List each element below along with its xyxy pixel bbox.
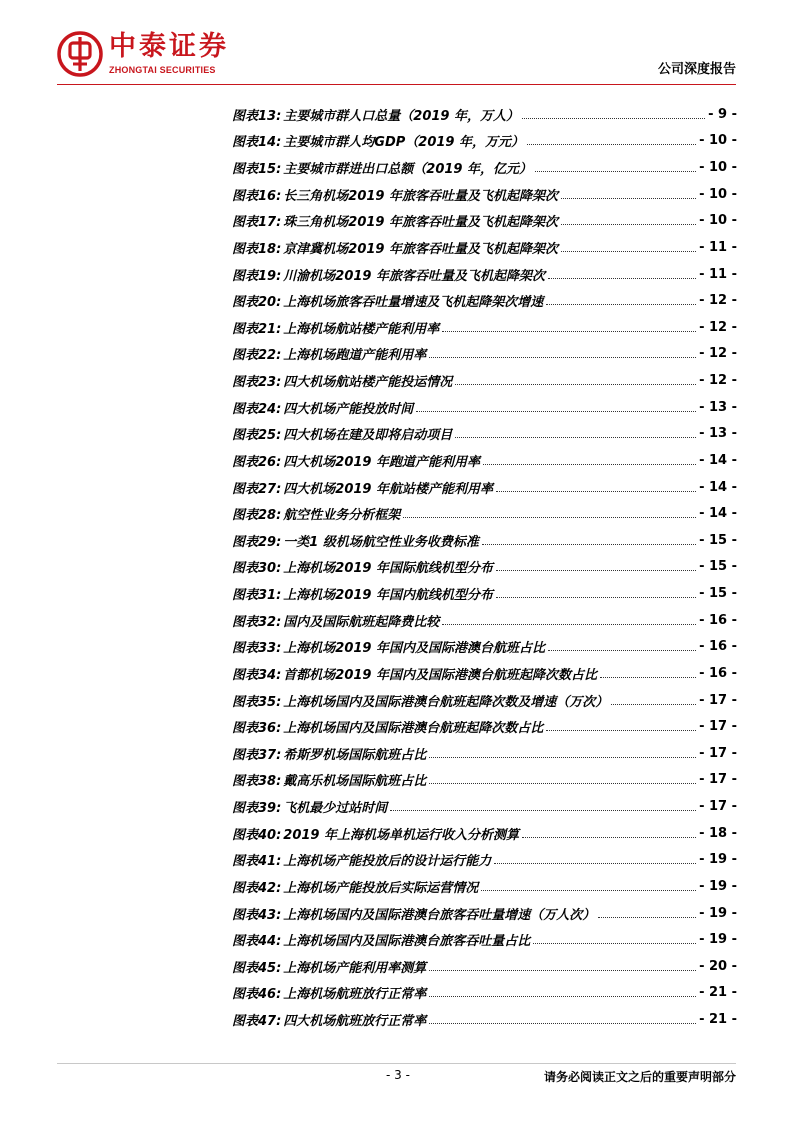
toc-entry-label: 图表14: [232,135,282,151]
toc-entry-page-number: - 15 - [699,586,737,602]
toc-entry-page-number: - 17 - [699,772,737,788]
toc-entry-title: 上海机场产能投放后实际运营情况 [283,880,479,896]
toc-dot-leader [416,411,696,412]
toc-entry-page-number: - 19 - [699,878,737,894]
toc-entry-title: 上海机场国内及国际港澳台旅客吞吐量占比 [283,934,531,950]
toc-entry-title: 上海机场国内及国际港澳台航班起降次数及增速（万次） [283,694,609,710]
toc-entry-title: 飞机最少过站时间 [283,801,388,817]
toc-entry[interactable] [232,607,737,634]
toc-entry-page-number: - 10 - [699,160,737,176]
toc-entry-page-number: - 19 - [699,905,737,921]
toc-entry-label: 图表16: [232,188,282,204]
toc-dot-leader [522,118,705,119]
zhongtai-logo-icon [57,31,103,77]
toc-entry-page-number: - 13 - [699,426,737,442]
toc-entry-page-number: - 16 - [699,665,737,681]
toc-entry-label: 图表33: [232,641,282,657]
toc-entry-label: 图表36: [232,721,282,737]
toc-entry-title: 上海机场国内及国际港澳台航班起降次数占比 [283,721,544,737]
toc-dot-leader [455,437,696,438]
toc-entry[interactable] [232,900,737,927]
toc-entry-label: 图表45: [232,960,282,976]
toc-entry-title: 希斯罗机场国际航班占比 [283,747,427,763]
toc-dot-leader [442,331,696,332]
toc-entry[interactable] [232,1006,737,1033]
toc-entry-label: 图表25: [232,428,282,444]
toc-entry-page-number: - 17 - [699,692,737,708]
toc-entry-label: 图表29: [232,534,282,550]
toc-dot-leader [546,304,696,305]
toc-entry[interactable] [232,367,737,394]
toc-entry-label: 图表15: [232,162,282,178]
toc-entry[interactable] [232,660,737,687]
toc-dot-leader [496,570,696,571]
toc-entry-title: 国内及国际航班起降费比较 [283,614,440,630]
toc-entry-page-number: - 20 - [699,958,737,974]
toc-dot-leader [527,144,696,145]
toc-entry-label: 图表26: [232,454,282,470]
toc-entry[interactable] [232,287,737,314]
toc-entry-label: 图表42: [232,880,282,896]
toc-dot-leader [483,464,696,465]
toc-entry-title: 上海机场跑道产能利用率 [283,348,427,364]
toc-entry-label: 图表46: [232,987,282,1003]
toc-entry[interactable] [232,820,737,847]
footer-divider [57,1063,736,1064]
toc-entry-title: 航空性业务分析框架 [283,508,401,524]
toc-entry-page-number: - 17 - [699,799,737,815]
toc-dot-leader [494,863,696,864]
toc-entry-page-number: - 11 - [699,266,737,282]
toc-entry-title: 四大机场产能投放时间 [283,401,414,417]
toc-entry-page-number: - 19 - [699,852,737,868]
toc-entry[interactable] [232,554,737,581]
toc-entry-page-number: - 10 - [699,186,737,202]
toc-dot-leader [546,730,696,731]
toc-entry-label: 图表20: [232,295,282,311]
toc-entry-label: 图表13: [232,108,282,124]
toc-entry-page-number: - 16 - [699,612,737,628]
toc-entry-label: 图表41: [232,854,282,870]
toc-entry-page-number: - 11 - [699,239,737,255]
toc-dot-leader [482,544,696,545]
toc-dot-leader [548,650,696,651]
toc-entry-label: 图表23: [232,375,282,391]
toc-entry[interactable] [232,926,737,953]
report-type-label: 公司深度报告 [657,62,736,77]
toc-dot-leader [533,943,696,944]
toc-entry[interactable] [232,394,737,421]
toc-entry-page-number: - 10 - [699,213,737,229]
toc-entry-title: 上海机场旅客吞吐量增速及飞机起降架次增速 [283,295,544,311]
toc-entry-page-number: - 17 - [699,719,737,735]
toc-entry-page-number: - 12 - [699,373,737,389]
toc-entry-page-number: - 16 - [699,639,737,655]
toc-entry[interactable] [232,713,737,740]
toc-entry[interactable] [232,740,737,767]
toc-entry[interactable] [232,154,737,181]
toc-entry-title: 戴高乐机场国际航班占比 [283,774,427,790]
toc-entry-page-number: - 10 - [699,133,737,149]
toc-entry-label: 图表34: [232,667,282,683]
toc-entry[interactable] [232,234,737,261]
toc-entry-page-number: - 14 - [699,452,737,468]
company-logo [57,31,243,79]
toc-entry-title: 长三角机场2019 年旅客吞吐量及飞机起降架次 [283,188,559,204]
toc-entry[interactable] [232,474,737,501]
toc-entry-title: 京津冀机场2019 年旅客吞吐量及飞机起降架次 [283,241,559,257]
toc-dot-leader [455,384,696,385]
toc-entry-label: 图表21: [232,321,282,337]
toc-entry-title: 主要城市群进出口总额（2019 年，亿元） [283,162,533,178]
toc-dot-leader [535,171,696,172]
toc-dot-leader [429,357,696,358]
toc-entry[interactable] [232,767,737,794]
toc-dot-leader [429,996,696,997]
toc-entry-label: 图表38: [232,774,282,790]
toc-entry-page-number: - 13 - [699,399,737,415]
toc-entry-label: 图表47: [232,1014,282,1030]
toc-entry-title: 四大机场在建及即将启动项目 [283,428,453,444]
logo-chinese-name: 中泰证券 [109,31,229,62]
toc-entry[interactable] [232,314,737,341]
toc-dot-leader [403,517,696,518]
toc-entry-title: 上海机场产能利用率测算 [283,960,427,976]
page-header [0,0,793,85]
toc-entry[interactable] [232,580,737,607]
toc-entry[interactable] [232,128,737,155]
toc-dot-leader [496,597,696,598]
toc-entry-page-number: - 19 - [699,932,737,948]
toc-entry-page-number: - 12 - [699,346,737,362]
toc-entry-page-number: - 15 - [699,532,737,548]
toc-dot-leader [429,1023,696,1024]
toc-dot-leader [390,810,696,811]
toc-entry-page-number: - 9 - [708,106,737,122]
toc-entry-title: 首都机场2019 年国内及国际港澳台航班起降次数占比 [283,667,598,683]
toc-dot-leader [496,491,696,492]
toc-entry-label: 图表28: [232,508,282,524]
toc-entry-label: 图表17: [232,215,282,231]
figure-table-of-contents [232,101,737,1033]
toc-entry-page-number: - 21 - [699,1012,737,1028]
toc-entry-title: 四大机场航班放行正常率 [283,1014,427,1030]
toc-entry[interactable] [232,421,737,448]
toc-entry-label: 图表35: [232,694,282,710]
toc-entry-title: 川渝机场2019 年旅客吞吐量及飞机起降架次 [283,268,546,284]
toc-entry[interactable] [232,447,737,474]
toc-dot-leader [611,704,696,705]
toc-dot-leader [429,970,696,971]
disclaimer-text: 请务必阅读正文之后的重要声明部分 [543,1070,736,1084]
toc-entry[interactable] [232,101,737,128]
toc-dot-leader [600,677,696,678]
toc-dot-leader [481,890,696,891]
page-number: - 3 - [386,1068,410,1082]
toc-entry-title: 主要城市群人均GDP（2019 年，万元） [283,135,524,151]
toc-entry-label: 图表31: [232,588,282,604]
toc-entry-label: 图表39: [232,801,282,817]
toc-entry-title: 上海机场2019 年国内航线机型分布 [283,588,494,604]
toc-dot-leader [442,624,696,625]
toc-entry[interactable] [232,500,737,527]
toc-entry[interactable] [232,687,737,714]
toc-entry-page-number: - 15 - [699,559,737,575]
toc-entry[interactable] [232,953,737,980]
toc-entry-label: 图表19: [232,268,282,284]
toc-entry[interactable] [232,847,737,874]
toc-entry-page-number: - 14 - [699,479,737,495]
toc-entry-label: 图表44: [232,934,282,950]
toc-dot-leader [598,917,696,918]
toc-entry-title: 上海机场2019 年国际航线机型分布 [283,561,494,577]
logo-english-name: ZHONGTAI SECURITIES [109,65,216,75]
toc-entry-label: 图表43: [232,907,282,923]
toc-entry-title: 上海机场2019 年国内及国际港澳台航班占比 [283,641,546,657]
toc-entry-title: 上海机场产能投放后的设计运行能力 [283,854,492,870]
toc-entry[interactable] [232,261,737,288]
toc-entry-label: 图表22: [232,348,282,364]
toc-entry-page-number: - 17 - [699,745,737,761]
toc-dot-leader [522,837,696,838]
toc-entry[interactable] [232,873,737,900]
toc-dot-leader [429,783,696,784]
toc-entry-label: 图表30: [232,561,282,577]
toc-dot-leader [561,251,696,252]
toc-entry-title: 一类1 级机场航空性业务收费标准 [283,534,479,550]
toc-entry-title: 主要城市群人口总量（2019 年，万人） [283,108,520,124]
toc-entry[interactable] [232,181,737,208]
toc-entry[interactable] [232,793,737,820]
toc-entry-label: 图表40: [232,827,282,843]
toc-dot-leader [561,198,696,199]
header-divider [57,84,736,85]
toc-entry-title: 珠三角机场2019 年旅客吞吐量及飞机起降架次 [283,215,559,231]
toc-entry-label: 图表18: [232,241,282,257]
toc-entry[interactable] [232,208,737,235]
toc-entry-title: 四大机场航站楼产能投运情况 [283,375,453,391]
toc-entry-label: 图表37: [232,747,282,763]
toc-entry[interactable] [232,980,737,1007]
toc-entry[interactable] [232,634,737,661]
toc-entry-title: 四大机场2019 年航站楼产能利用率 [283,481,494,497]
toc-entry-page-number: - 18 - [699,825,737,841]
toc-entry-label: 图表32: [232,614,282,630]
toc-entry-page-number: - 21 - [699,985,737,1001]
toc-entry-title: 上海机场航站楼产能利用率 [283,321,440,337]
toc-entry-label: 图表24: [232,401,282,417]
toc-dot-leader [429,757,696,758]
toc-entry-page-number: - 12 - [699,319,737,335]
toc-entry-page-number: - 14 - [699,506,737,522]
toc-entry-title: 上海机场航班放行正常率 [283,987,427,1003]
toc-entry-title: 2019 年上海机场单机运行收入分析测算 [283,827,520,843]
toc-entry-title: 四大机场2019 年跑道产能利用率 [283,454,481,470]
toc-entry-title: 上海机场国内及国际港澳台旅客吞吐量增速（万人次） [283,907,596,923]
toc-entry-label: 图表27: [232,481,282,497]
toc-dot-leader [561,224,696,225]
toc-dot-leader [548,278,696,279]
toc-entry[interactable] [232,341,737,368]
toc-entry-page-number: - 12 - [699,293,737,309]
toc-entry[interactable] [232,527,737,554]
